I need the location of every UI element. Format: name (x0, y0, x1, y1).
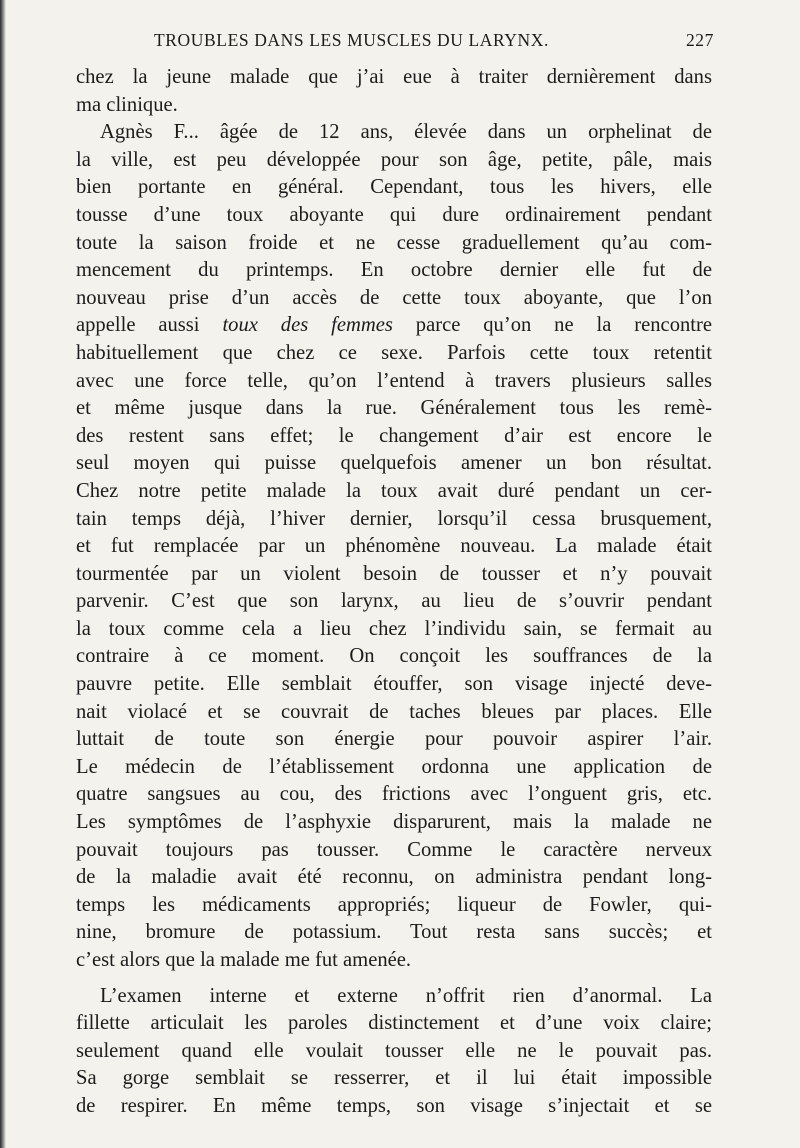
text-fragment: appelle aussi (76, 314, 200, 337)
text-line: tourmentée par un violent besoin de tousser et n’y pouvait (76, 562, 712, 585)
text-line: Agnès F... âgée de 12 ans, élevée dans un orphelinat de (100, 121, 712, 144)
running-head: TROUBLES DANS LES MUSCLES DU LARYNX. (154, 30, 549, 50)
text-line: avec une force telle, qu’on l’entend à travers plusieurs salles (76, 369, 712, 392)
text-line: de la maladie avait été reconnu, on administra pendant long- (76, 866, 712, 889)
text-line: ma clinique. (76, 93, 178, 116)
text-line: luttait de toute son énergie pour pouvoir aspirer l’air. (76, 728, 712, 751)
paragraph (76, 64, 712, 119)
text-line: la ville, est peu développée pour son âge, petite, pâle, mais (76, 148, 712, 171)
paragraph (76, 119, 712, 974)
text-line: tain temps déjà, l’hiver dernier, lorsqu’il cessa brusquement, (76, 507, 712, 530)
text-line: pouvait toujours pas tousser. Comme le caractère nerveux (76, 838, 712, 861)
text-line: tousse d’une toux aboyante qui dure ordinairement pendant (76, 203, 712, 226)
text-line: chez la jeune malade que j’ai eue à traiter dernièrement dans (76, 66, 712, 88)
text-line: mencement du printemps. En octobre dernier elle fut de (76, 259, 712, 282)
text-line: c’est alors que la malade me fut amenée. (76, 949, 412, 971)
text-line: quatre sangsues au cou, des frictions avec l’onguent gris, etc. (76, 783, 712, 806)
text-line: Les symptômes de l’asphyxie disparurent, mais la malade ne (76, 811, 712, 834)
text-line: Chez notre petite malade la toux avait duré pendant un cer- (76, 479, 712, 502)
text-line: de respirer. En même temps, son visage s’injectait et se (76, 1094, 712, 1117)
italic-term: toux des femmes (222, 314, 393, 337)
text-line-with-italic (76, 312, 712, 340)
text-line: nait violacé et se couvrait de taches bleues par places. Elle (76, 700, 712, 723)
text-line: contraire à ce moment. On conçoit les souffrances de la (76, 645, 712, 668)
page-header (76, 30, 712, 54)
text-line: fillette articulait les paroles distinctement et d’une voix claire; (76, 1012, 712, 1035)
text-line: parvenir. C’est que son larynx, au lieu de s’ouvrir pendant (76, 590, 712, 613)
page-body (76, 64, 712, 1121)
text-line: nouveau prise d’un accès de cette toux aboyante, que l’on (76, 286, 712, 309)
text-fragment: parce qu’on ne la rencontre (415, 314, 713, 337)
text-line: pauvre petite. Elle semblait étouffer, son visage injecté deve- (76, 673, 712, 696)
text-line: et fut remplacée par un phénomène nouveau. La malade était (76, 535, 712, 558)
paragraph-gap (76, 975, 712, 983)
text-line: des restent sans effet; le changement d’air est encore le (76, 424, 712, 447)
text-line: Sa gorge semblait se resserrer, et il lui était impossible (76, 1067, 712, 1090)
text-line: toute la saison froide et ne cesse graduellement qu’au com- (76, 231, 712, 254)
text-line: Le médecin de l’établissement ordonna une application de (76, 755, 712, 778)
text-line: bien portante en général. Cependant, tous les hivers, elle (76, 176, 712, 199)
page-spine-shadow (0, 0, 6, 1148)
text-line: la toux comme cela a lieu chez l’individu sain, se fermait au (76, 617, 712, 640)
paragraph (76, 983, 712, 1121)
page-number: 227 (685, 30, 714, 50)
text-line: L’examen interne et externe n’offrit rien d’anormal. La (100, 984, 712, 1007)
text-line: temps les médicaments appropriés; liqueur de Fowler, qui- (76, 893, 712, 916)
text-line: et même jusque dans la rue. Généralement tous les remè- (76, 397, 712, 420)
text-line: nine, bromure de potassium. Tout resta sans succès; et (76, 921, 712, 944)
text-line: habituellement que chez ce sexe. Parfois cette toux retentit (76, 341, 712, 364)
text-line: seulement quand elle voulait tousser elle ne le pouvait pas. (76, 1039, 712, 1062)
text-line: seul moyen qui puisse quelquefois amener un bon résultat. (76, 452, 712, 475)
